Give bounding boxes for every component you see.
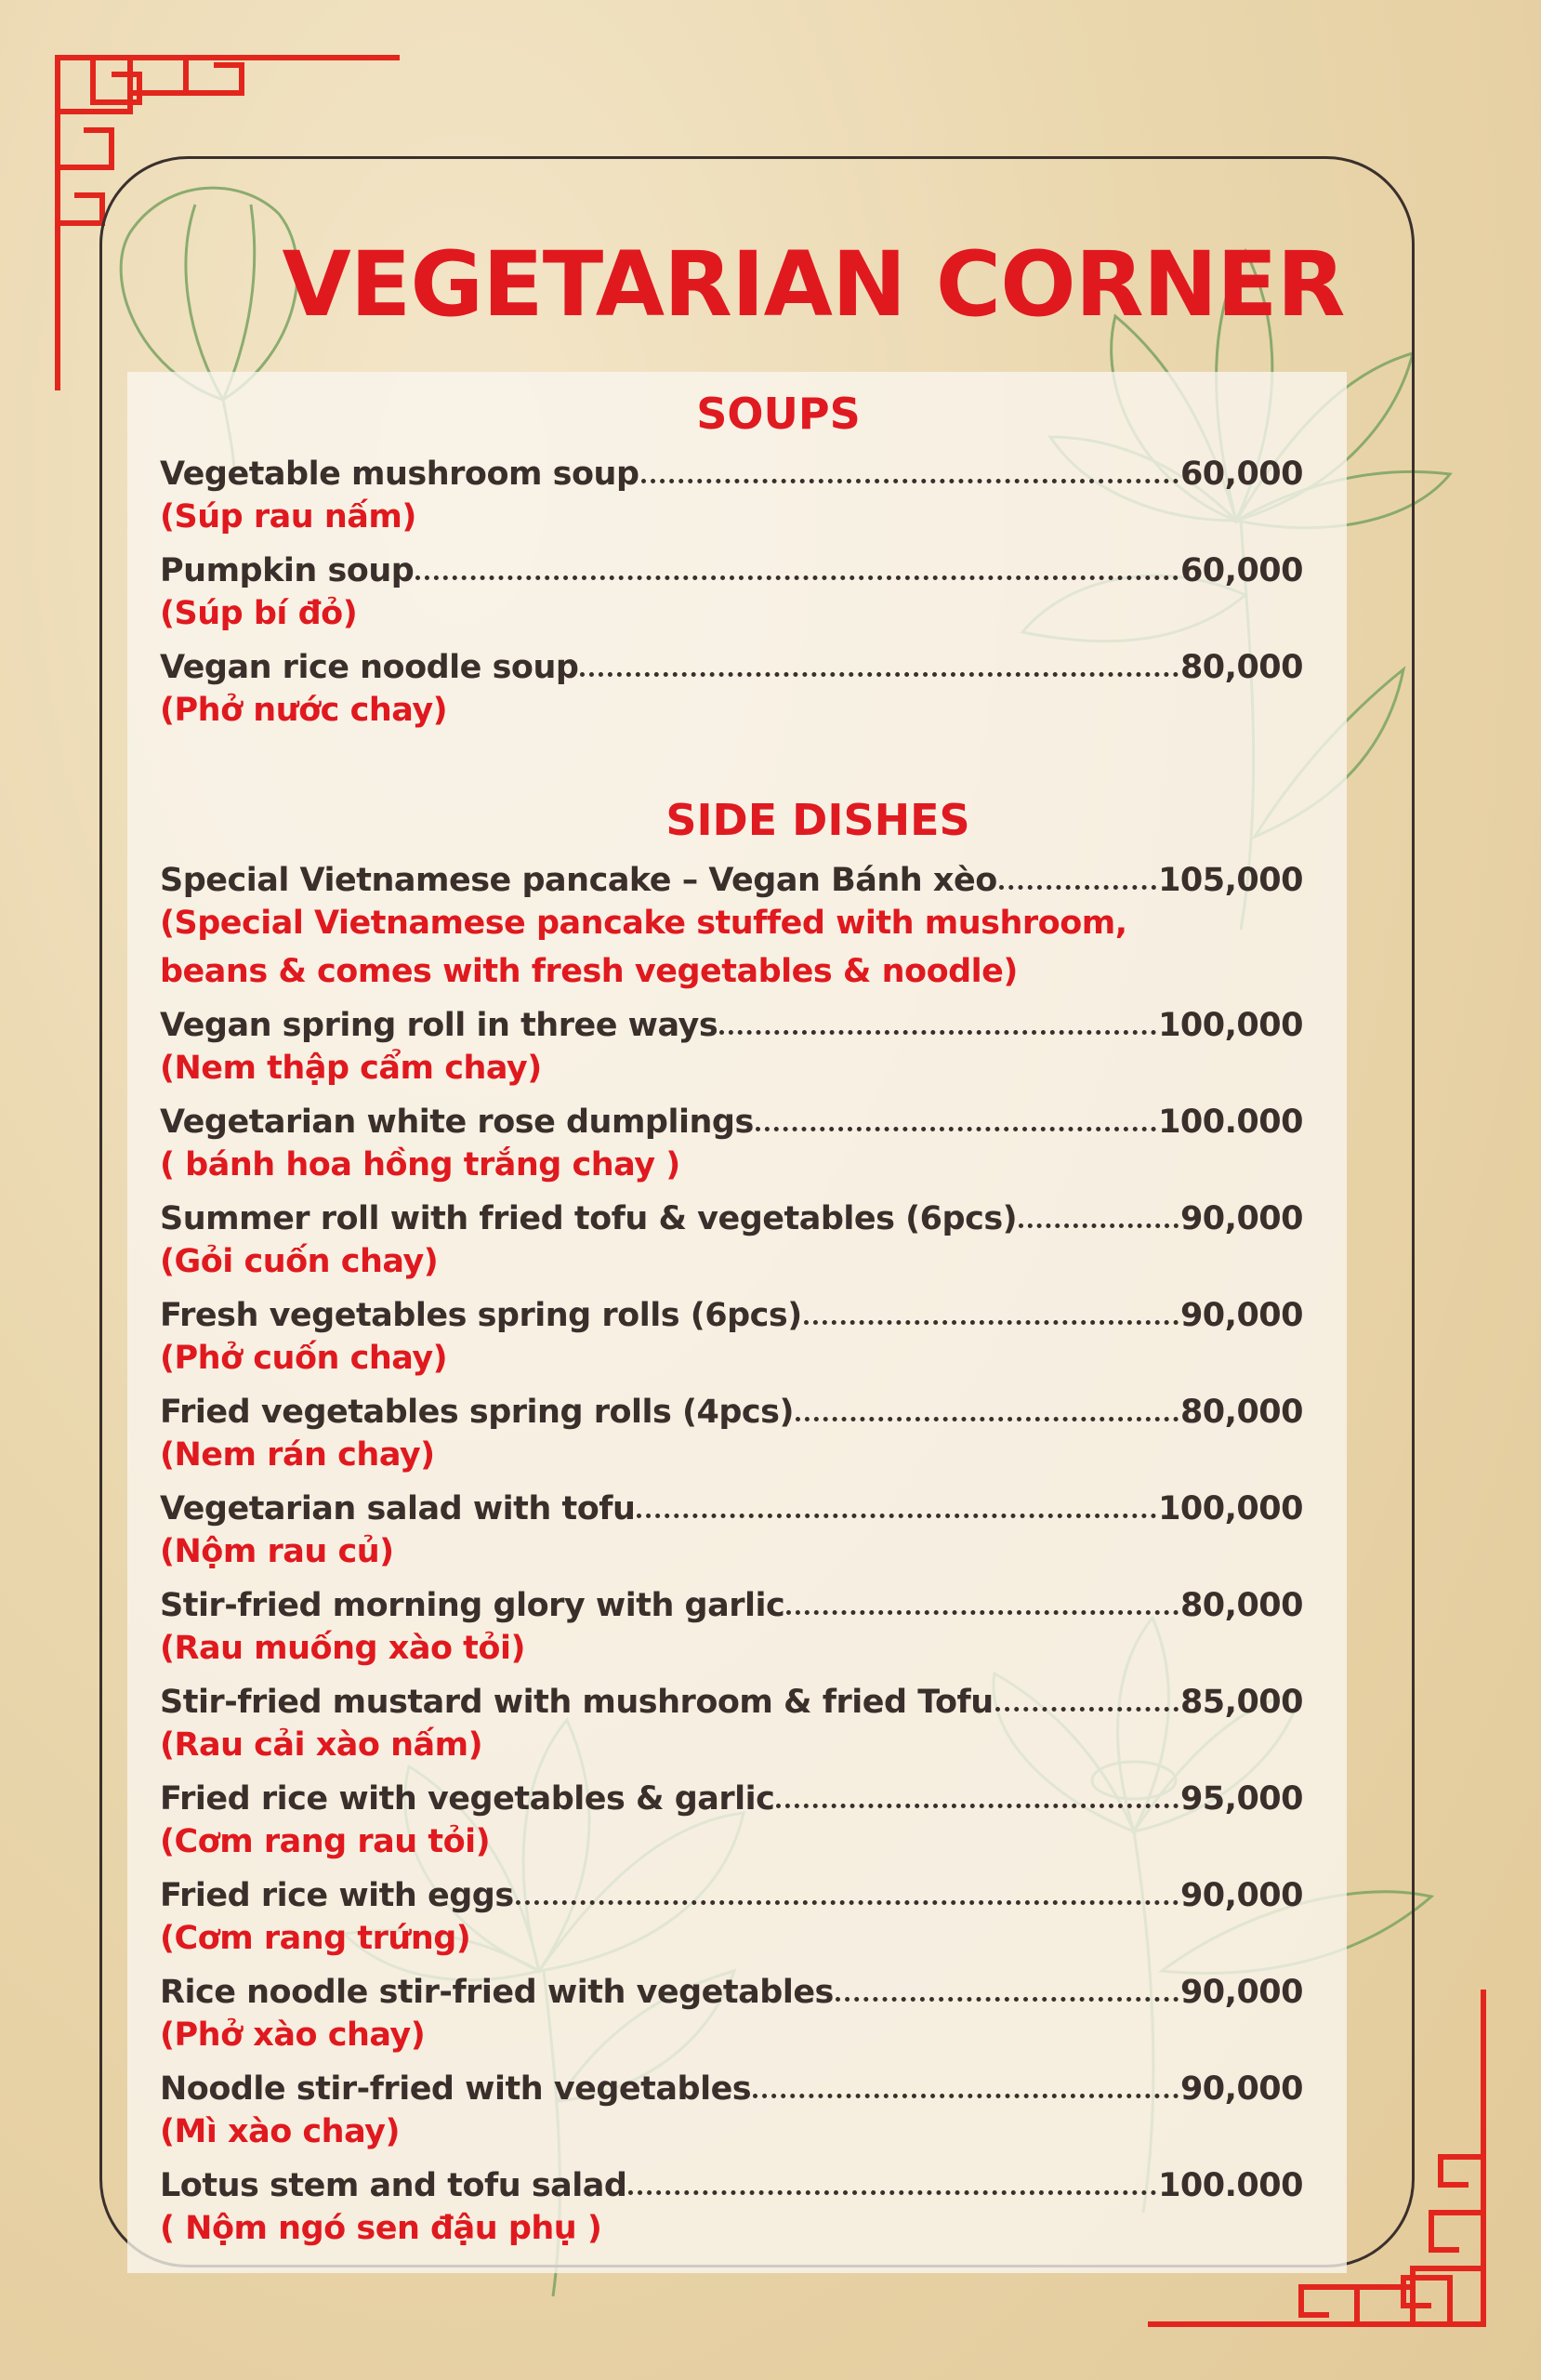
menu-item: [160, 2156, 1303, 2253]
item-name: Vegan rice noodle soup: [160, 649, 579, 686]
item-translation: (Nem thập cẩm chay): [160, 1050, 542, 1087]
dot-leader: [836, 1960, 1179, 2002]
item-translation: (Cơm rang trứng): [160, 1920, 471, 1957]
item-translation: (Rau cải xào nấm): [160, 1726, 483, 1764]
item-price: 90,000: [1179, 1974, 1303, 2011]
menu-item: [160, 1866, 1303, 1963]
item-translation: ( bánh hoa hồng trắng chay ): [160, 1146, 680, 1183]
item-price: 105,000: [1158, 862, 1303, 899]
item-translation: (Special Vietnamese pancake stuffed with mushroom,: [160, 905, 1127, 942]
menu-item: [160, 541, 1303, 638]
menu-item: [160, 1479, 1303, 1576]
menu-item: [160, 1769, 1303, 1866]
dot-leader: [641, 442, 1179, 483]
menu-item: [160, 444, 1303, 541]
menu-item: [160, 638, 1303, 734]
dot-leader: [796, 1380, 1179, 1421]
section-heading-side-dishes: SIDE DISHES: [665, 795, 970, 845]
menu-item: [160, 1286, 1303, 1382]
page-title: VEGETARIAN CORNER: [282, 232, 1345, 337]
item-price: 60,000: [1179, 552, 1303, 589]
menu-item: [160, 1576, 1303, 1673]
item-name: Pumpkin soup: [160, 552, 415, 589]
item-price: 80,000: [1179, 1587, 1303, 1624]
item-translation: (Nộm rau củ): [160, 1533, 394, 1570]
item-price: 80,000: [1179, 1394, 1303, 1431]
item-translation-line-2: beans & comes with fresh vegetables & noodle): [160, 953, 1018, 990]
item-name: Stir-fried morning glory with garlic: [160, 1587, 785, 1624]
item-translation: (Phở nước chay): [160, 692, 448, 729]
item-name: Summer roll with fried tofu & vegetables (6pcs): [160, 1200, 1018, 1237]
menu-item: [160, 1189, 1303, 1286]
dot-leader: [719, 993, 1156, 1035]
item-name: Vegetable mushroom soup: [160, 456, 639, 493]
item-translation: (Phở xào chay): [160, 2016, 426, 2054]
dot-leader: [753, 2056, 1179, 2098]
item-translation: (Phở cuốn chay): [160, 1340, 448, 1377]
dot-leader: [1019, 1186, 1179, 1228]
menu-item: [160, 1382, 1303, 1479]
item-price: 100.000: [1158, 1104, 1303, 1141]
item-translation: (Gỏi cuốn chay): [160, 1243, 439, 1280]
item-price: 100,000: [1158, 1007, 1303, 1044]
dot-leader: [804, 1283, 1179, 1325]
dot-leader: [637, 1476, 1156, 1518]
dot-leader: [415, 538, 1179, 580]
item-price: 90,000: [1179, 1877, 1303, 1914]
item-price: 80,000: [1179, 649, 1303, 686]
dot-leader: [580, 635, 1178, 677]
item-translation: (Súp rau nấm): [160, 498, 416, 536]
item-price: 90,000: [1179, 1200, 1303, 1237]
item-translation: ( Nộm ngó sen đậu phụ ): [160, 2210, 602, 2247]
item-name: Fried rice with eggs: [160, 1877, 514, 1914]
item-name: Noodle stir-fried with vegetables: [160, 2070, 752, 2108]
item-name: Stir-fried mustard with mushroom & fried Tofu: [160, 1684, 994, 1721]
dot-leader: [999, 848, 1156, 890]
section-heading-soups: SOUPS: [696, 389, 861, 439]
item-price: 90,000: [1179, 2070, 1303, 2108]
item-name: Vegetarian salad with tofu: [160, 1490, 636, 1527]
item-translation: (Rau muống xào tỏi): [160, 1630, 525, 1667]
item-name: Rice noodle stir-fried with vegetables: [160, 1974, 834, 2011]
item-price: 95,000: [1179, 1780, 1303, 1818]
menu-item: [160, 2059, 1303, 2156]
dot-leader: [756, 1090, 1156, 1131]
item-price: 85,000: [1179, 1684, 1303, 1721]
item-translation: (Nem rán chay): [160, 1436, 435, 1474]
dot-leader: [995, 1670, 1179, 1712]
item-name: Fresh vegetables spring rolls (6pcs): [160, 1297, 802, 1334]
soups-list: [160, 444, 1303, 734]
menu-item: [160, 1963, 1303, 2059]
item-name: Fried vegetables spring rolls (4pcs): [160, 1394, 794, 1431]
item-price: 90,000: [1179, 1297, 1303, 1334]
item-price: 100,000: [1158, 1490, 1303, 1527]
item-name: Fried rice with vegetables & garlic: [160, 1780, 775, 1818]
item-translation: (Súp bí đỏ): [160, 595, 358, 632]
menu-item: [160, 851, 1303, 996]
menu-item: [160, 996, 1303, 1092]
menu-item: [160, 1673, 1303, 1769]
item-name: Vegan spring roll in three ways: [160, 1007, 718, 1044]
dot-leader: [786, 1573, 1179, 1615]
dot-leader: [628, 2153, 1156, 2195]
item-translation: (Mì xào chay): [160, 2113, 400, 2150]
item-name: Special Vietnamese pancake – Vegan Bánh xèo: [160, 862, 997, 899]
item-price: 100.000: [1158, 2167, 1303, 2204]
side-dishes-list: [160, 851, 1303, 2253]
item-name: Vegetarian white rose dumplings: [160, 1104, 754, 1141]
item-translation: (Cơm rang rau tỏi): [160, 1823, 491, 1860]
dot-leader: [516, 1863, 1179, 1905]
menu-item: [160, 1092, 1303, 1189]
item-price: 60,000: [1179, 456, 1303, 493]
dot-leader: [776, 1766, 1179, 1808]
item-name: Lotus stem and tofu salad: [160, 2167, 627, 2204]
